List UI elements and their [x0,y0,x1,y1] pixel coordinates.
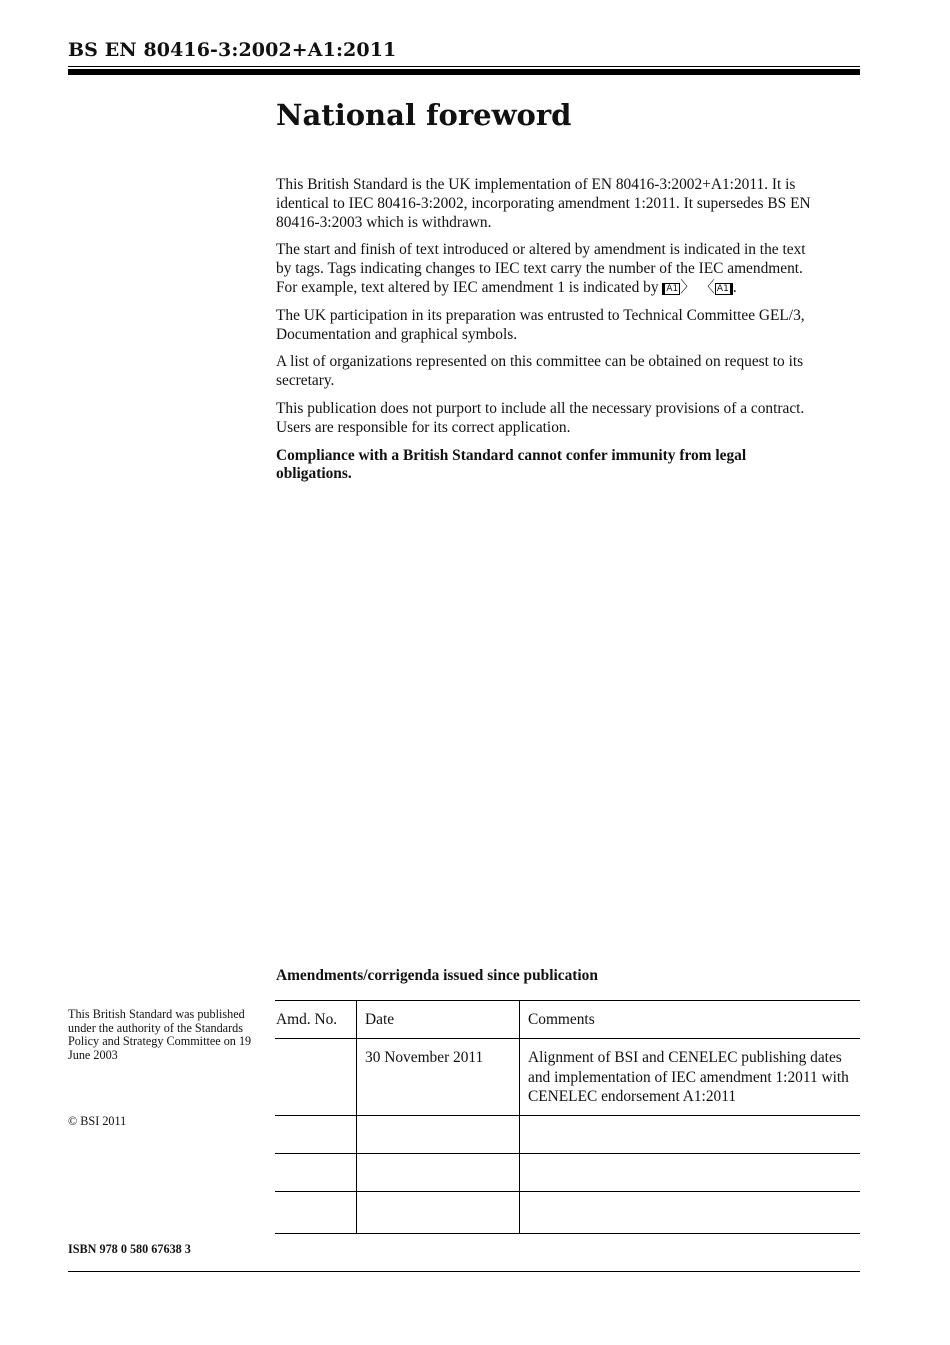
amendment-close-tag-icon: A1 [715,283,733,295]
table-row [275,1115,860,1153]
foreword-body [276,176,816,493]
paragraph-contract: This publication does not purport to include all the necessary provisions of a contract. Users are responsible for its correct application. [276,399,805,436]
paragraph-committee: The UK participation in its preparation was entrusted to Technical Committee GEL/3, Documentation and graphical symbols. [276,306,805,343]
table-header-row [275,1001,860,1039]
table-cell-comments [520,1191,861,1233]
table-cell-date [357,1153,520,1191]
document-designation: BS EN 80416-3:2002+A1:2011 [68,39,397,61]
header-rule-thick [68,69,860,75]
table-cell-amd-no [275,1191,357,1233]
page-title: National foreword [276,98,572,132]
table-row [275,1153,860,1191]
table-cell-comments [520,1153,861,1191]
copyright-notice: © BSI 2011 [68,1114,127,1128]
table-cell-date: 30 November 2011 [357,1039,520,1116]
paragraph-amendment-tags-text: The start and finish of text introduced or altered by amendment is indicated in the text by tags. Tags indicating changes to IEC text carry the number of the IEC amendment. For example, text altered by IEC amendment 1 is indicated by [276,241,806,296]
table-cell-amd-no [275,1039,357,1116]
tag-sentence-end: . [732,278,737,296]
paragraph-compliance: Compliance with a British Standard cannot confer immunity from legal obligations. [276,446,747,483]
table-cell-date [357,1191,520,1233]
header-rule-thin [68,66,860,67]
table-cell-comments [520,1115,861,1153]
paragraph-organizations: A list of organizations represented on this committee can be obtained on request to its secretary. [276,353,804,390]
column-header-date: Date [357,1001,520,1039]
isbn: ISBN 978 0 580 67638 3 [68,1242,191,1256]
table-cell-amd-no [275,1115,357,1153]
paragraph-implementation: This British Standard is the UK implementation of EN 80416-3:2002+A1:2011. It is identical to IEC 80416-3:2002, incorporating amendment 1:2011. It supersedes BS EN 80416-3:2003 which is withdrawn. [276,176,811,231]
amendment-open-tag-icon: A1 [662,283,680,295]
paragraph-amendment-tags: The start and finish of text introduced or altered by amendment is indicated in the text by tags. Tags indicating changes to IEC text carry the number of the IEC amendment. For example, text altered by IEC amendment 1 is indicated by A1 〉 〈 A1 . [276,241,806,296]
column-header-comments: Comments [520,1001,861,1039]
table-cell-comments: Alignment of BSI and CENELEC publishing dates and implementation of IEC amendment 1:2011 with CENELEC endorsement A1:2011 [520,1039,861,1116]
table-cell-date [357,1115,520,1153]
table-row [275,1039,860,1116]
amendments-heading: Amendments/corrigenda issued since publication [276,967,598,984]
column-header-amd-no: Amd. No. [275,1001,357,1039]
amendments-table [275,1000,860,1234]
table-row [275,1191,860,1233]
footer-rule [68,1271,860,1272]
table-cell-amd-no [275,1153,357,1191]
publication-note: This British Standard was published under the authority of the Standards Policy and Strategy Committee on 19 June 2003 [68,1007,252,1062]
